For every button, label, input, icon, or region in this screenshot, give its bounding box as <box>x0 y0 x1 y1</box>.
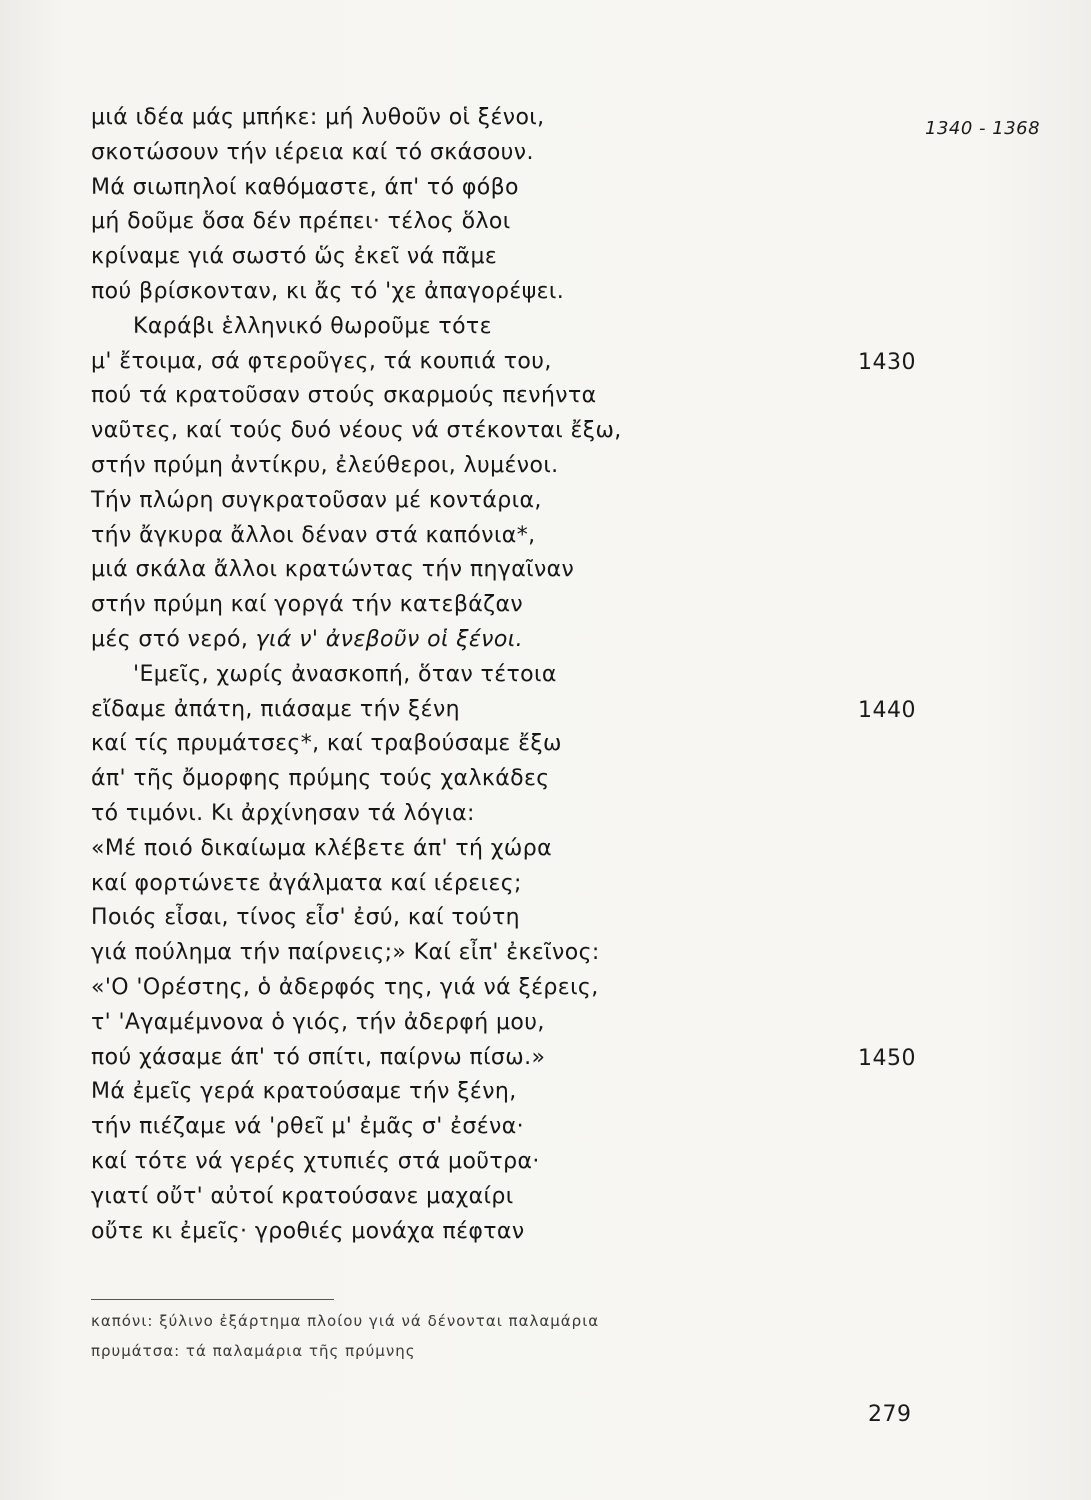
margin-line-number: 1450 <box>858 1045 916 1071</box>
verse-line <box>91 451 559 481</box>
verse-text: τήν ἄγκυρα ἄλλοι δέναν στά καπόνια*, <box>91 522 536 548</box>
verse-italic-text: γιά ν' ἀνεβοῦν οἱ ξένοι. <box>255 627 523 652</box>
verse-line <box>91 903 520 933</box>
verse-line <box>91 625 523 655</box>
verse-text: κρίναμε γιά σωστό ὥς ἐκεῖ νά πᾶμε <box>91 244 498 270</box>
verse-text: «'Ο 'Ορέστης, ὁ ἀδερφός της, γιά νά ξέρεις, <box>91 975 599 1000</box>
verse-text: καί τότε νά γερές χτυπιές στά μοῦτρα· <box>91 1149 540 1174</box>
verse-line <box>91 973 599 1003</box>
verse-line <box>91 486 542 516</box>
verse-text: τ' 'Αγαμέμνονα ὁ γιός, τήν ἀδερφή μου, <box>91 1009 545 1035</box>
footnote-divider <box>91 1299 334 1300</box>
verse-line <box>91 555 574 585</box>
verse-text: Μά σιωπηλοί καθόμαστε, άπ' τό φόβο <box>91 174 519 200</box>
verse-text: 'Εμεῖς, χωρίς ἀνασκοπή, ὅταν τέτοια <box>133 661 557 687</box>
verse-text: στήν πρύμη καί γοργά τήν κατεβάζαν <box>91 592 524 618</box>
verse-line <box>91 1077 517 1107</box>
verse-line <box>91 869 522 899</box>
margin-line-number: 1430 <box>858 349 916 375</box>
verse-text: Καράβι ἑλληνικό θωροῦμε τότε <box>133 313 492 339</box>
verse-line <box>91 764 550 794</box>
verse-text: τήν πιέζαμε νά 'ρθεῖ μ' ἐμᾶς σ' ἐσένα· <box>91 1114 525 1140</box>
page-number: 279 <box>868 1402 912 1427</box>
verse-text: στήν πρύμη ἀντίκρυ, ἐλεύθεροι, λυμένοι. <box>91 453 559 478</box>
verse-line <box>91 938 600 968</box>
verse-line <box>91 1008 545 1038</box>
margin-line-number: 1440 <box>858 697 916 723</box>
verse-text: οὔτε κι ἐμεῖς· γροθιές μονάχα πέφταν <box>91 1218 525 1244</box>
verse-line <box>91 799 475 829</box>
verse-line <box>91 138 534 168</box>
verse-line <box>91 381 597 411</box>
verse-text: ναῦτες, καί τούς δυό νέους νά στέκονται ἔξω, <box>91 418 622 444</box>
verse-line <box>91 416 622 446</box>
line-range-label: 1340 - 1368 <box>925 118 1041 139</box>
verse-text: καί τίς πρυμάτσες*, καί τραβούσαμε ἔξω <box>91 731 562 757</box>
verse-line <box>91 347 552 377</box>
verse-text: σκοτώσουν τήν ιέρεια καί τό σκάσουν. <box>91 139 534 165</box>
verse-line <box>91 103 545 133</box>
verse-text: πού βρίσκονταν, κι ἄς τό 'χε ἀπαγορέψει. <box>91 279 565 304</box>
verse-text: Μά ἐμεῖς γερά κρατούσαμε τήν ξένη, <box>91 1079 517 1105</box>
verse-line <box>91 277 564 307</box>
verse-text: μιά σκάλα ἄλλοι κρατώντας τήν πηγαῖναν <box>91 557 575 583</box>
verse-line <box>91 1182 514 1212</box>
verse-text: πού χάσαμε άπ' τό σπίτι, παίρνω πίσω.» <box>91 1044 546 1070</box>
verse-line <box>133 660 557 690</box>
verse-text: γιά πούλημα τήν παίρνεις;» Καί εἶπ' ἐκεῖνος: <box>91 940 600 966</box>
verse-line <box>91 1217 525 1247</box>
verse-line <box>91 242 497 272</box>
verse-text: πού τά κρατοῦσαν στούς σκαρμούς πενήντα <box>91 383 597 409</box>
verse-line <box>91 729 562 759</box>
verse-text: γιατί οὔτ' αὐτοί κρατούσανε μαχαίρι <box>91 1183 514 1209</box>
verse-line <box>133 312 492 342</box>
verse-text: «Μέ ποιό δικαίωμα κλέβετε άπ' τή χώρα <box>91 835 552 861</box>
verse-line <box>91 1043 545 1073</box>
verse-text: μή δοῦμε ὅσα δέν πρέπει· τέλος ὅλοι <box>91 209 511 235</box>
verse-text: τό τιμόνι. Κι ἀρχίνησαν τά λόγια: <box>91 801 475 826</box>
verse-text: μές στό νερό, <box>91 627 256 652</box>
verse-line <box>91 590 523 620</box>
verse-text: καί φορτώνετε ἀγάλματα καί ιέρειες; <box>91 870 522 896</box>
footnote-kaponi: καπόνι: ξύλινο ἐξάρτημα πλοίου γιά νά δένονται παλαμάρια <box>91 1312 600 1330</box>
footnote-prymatsa: πρυμάτσα: τά παλαμάρια τῆς πρύμνης <box>91 1342 416 1360</box>
verse-text: άπ' τῆς ὄμορφης πρύμης τούς χαλκάδες <box>91 766 550 792</box>
verse-line <box>91 173 519 203</box>
verse-line <box>91 521 536 551</box>
verse-text: Ποιός εἶσαι, τίνος εἶσ' ἐσύ, καί τούτη <box>91 905 520 931</box>
verse-line <box>91 1112 524 1142</box>
verse-line <box>91 1147 540 1177</box>
verse-text: μιά ιδέα μάς μπήκε: μή λυθοῦν οἱ ξένοι, <box>91 105 545 130</box>
verse-text: εἴδαμε ἀπάτη, πιάσαμε τήν ξένη <box>91 696 460 722</box>
verse-text: μ' ἔτοιμα, σά φτεροῦγες, τά κουπιά του, <box>91 348 552 374</box>
verse-line <box>91 695 460 725</box>
verse-line <box>91 834 552 864</box>
verse-text: Τήν πλώρη συγκρατοῦσαν μέ κοντάρια, <box>91 487 542 513</box>
verse-line <box>91 207 511 237</box>
